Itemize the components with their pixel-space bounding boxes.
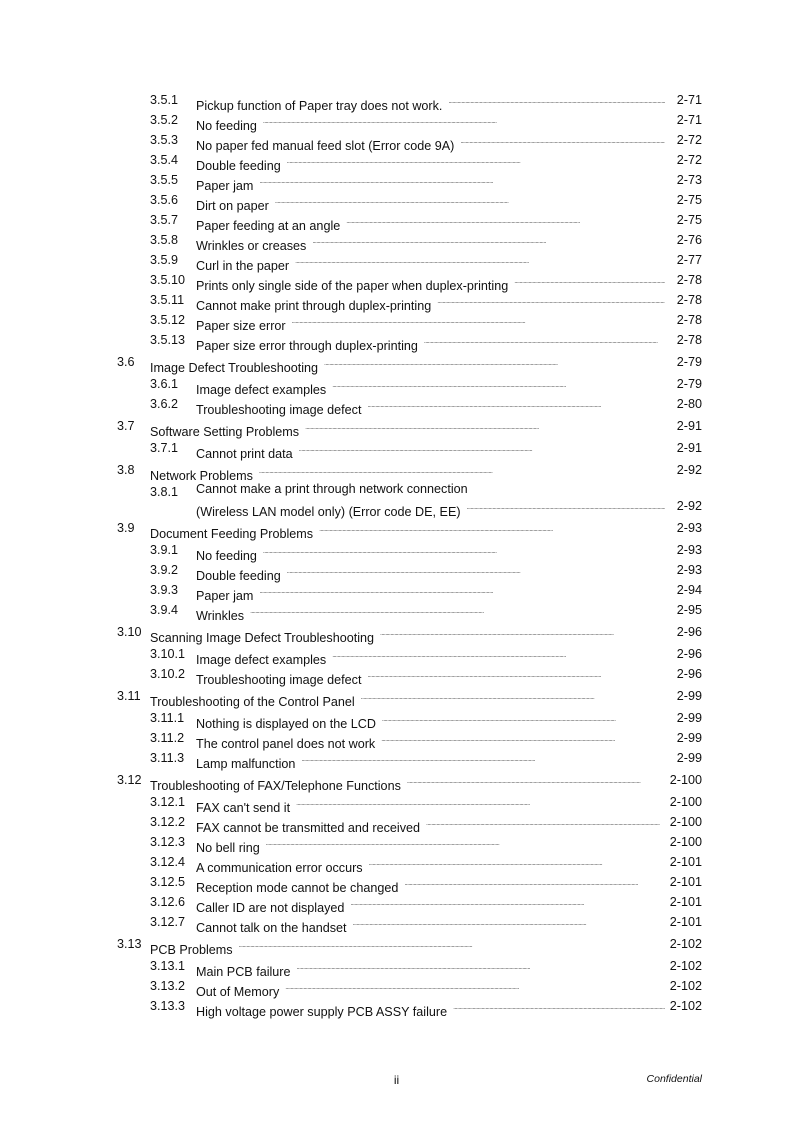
toc-entry-number: 3.5.12 (150, 313, 186, 327)
toc-entry-page: 2-73 (676, 173, 702, 187)
dot-leader (299, 438, 665, 458)
dot-leader (369, 852, 665, 872)
toc-entry-page: 2-101 (669, 895, 702, 909)
toc-entry-number: 3.7 (117, 419, 135, 433)
toc-entry-number: 3.10.1 (150, 647, 186, 661)
dot-leader (324, 352, 665, 372)
dot-leader (407, 770, 665, 790)
toc-entry-title: Lamp malfunction (196, 757, 296, 771)
toc-entry-title: Paper jam (196, 179, 254, 193)
toc-entry-title: Troubleshooting image defect (196, 673, 362, 687)
dot-leader (448, 90, 665, 110)
toc-subsection-entry[interactable] (0, 792, 793, 815)
toc-entry-number: 3.6.2 (150, 397, 179, 411)
toc-entry-page: 2-76 (676, 233, 702, 247)
toc-entry-number: 3.5.13 (150, 333, 186, 347)
toc-entry-title: Paper jam (196, 589, 254, 603)
confidential-label: Confidential (646, 1073, 702, 1085)
toc-entry-number: 3.5.6 (150, 193, 179, 207)
toc-entry-page: 2-92 (676, 499, 702, 513)
toc-entry-number: 3.13.3 (150, 999, 186, 1013)
toc-entry-title: FAX cannot be transmitted and received (196, 821, 421, 835)
toc-entry-page: 2-102 (669, 999, 702, 1013)
toc-entry-title: No feeding (196, 119, 257, 133)
dot-leader (263, 540, 665, 560)
dot-leader (259, 580, 665, 600)
dot-leader (301, 748, 665, 768)
toc-entry-page: 2-77 (676, 253, 702, 267)
dot-leader (460, 130, 665, 150)
dot-leader (312, 230, 665, 250)
toc-entry-page: 2-101 (669, 875, 702, 889)
toc-subsection-entry[interactable] (0, 150, 793, 173)
toc-entry-title: Paper size error through duplex-printing (196, 339, 418, 353)
toc-subsection-entry[interactable] (0, 664, 793, 687)
toc-entry-page: 2-91 (676, 419, 702, 433)
toc-entry-title: Troubleshooting image defect (196, 403, 362, 417)
toc-entry-title: Image defect examples (196, 383, 327, 397)
toc-entry-page: 2-101 (669, 915, 702, 929)
toc-entry-title: Image defect examples (196, 653, 327, 667)
toc-subsection-entry[interactable] (0, 976, 793, 999)
toc-entry-number: 3.5.8 (150, 233, 179, 247)
toc-entry-title: Troubleshooting of FAX/Telephone Functions (150, 779, 401, 793)
toc-entry-title: Cannot talk on the handset (196, 921, 347, 935)
toc-subsection-entry[interactable] (0, 130, 793, 153)
toc-subsection-entry[interactable] (0, 290, 793, 313)
toc-entry-page: 2-79 (676, 377, 702, 391)
toc-entry-number: 3.9.1 (150, 543, 179, 557)
toc-entry-page: 2-79 (676, 355, 702, 369)
toc-entry-title: Wrinkles or creases (196, 239, 307, 253)
toc-entry-number: 3.8 (117, 463, 135, 477)
toc-subsection-entry[interactable] (0, 996, 793, 1019)
toc-entry-title: No feeding (196, 549, 257, 563)
toc-entry-number: 3.9.3 (150, 583, 179, 597)
toc-entry-number: 3.12.7 (150, 915, 186, 929)
toc-subsection-entry[interactable] (0, 644, 793, 667)
toc-subsection-entry[interactable] (0, 170, 793, 193)
toc-entry-page: 2-78 (676, 273, 702, 287)
dot-leader (287, 560, 665, 580)
dot-leader (453, 996, 665, 1016)
toc-entry-title: Main PCB failure (196, 965, 291, 979)
dot-leader (424, 330, 665, 350)
toc-entry-title: Cannot print data (196, 447, 293, 461)
toc-subsection-entry[interactable] (0, 600, 793, 623)
toc-entry-title: No bell ring (196, 841, 260, 855)
toc-entry-number: 3.12.3 (150, 835, 186, 849)
toc-entry-page: 2-96 (676, 625, 702, 639)
toc-entry-title-line1: Cannot make a print through network connection (196, 482, 468, 496)
toc-subsection-entry[interactable] (0, 394, 793, 417)
toc-entry-title: Troubleshooting of the Control Panel (150, 695, 355, 709)
toc-entry-page: 2-80 (676, 397, 702, 411)
dot-leader (297, 956, 666, 976)
toc-entry-page: 2-78 (676, 313, 702, 327)
toc-entry-page: 2-71 (676, 93, 702, 107)
toc-subsection-entry[interactable] (0, 956, 793, 979)
toc-entry-title: Network Problems (150, 469, 253, 483)
toc-subsection-entry[interactable] (0, 748, 793, 771)
toc-entry-title: Prints only single side of the paper when duplex-printing (196, 279, 509, 293)
dot-leader (426, 812, 665, 832)
dot-leader (275, 190, 665, 210)
toc-entry-title: Paper feeding at an angle (196, 219, 341, 233)
toc-entry-number: 3.13.1 (150, 959, 186, 973)
page-number: ii (393, 1073, 400, 1087)
toc-subsection-entry[interactable] (0, 374, 793, 397)
toc-entry-number: 3.9.2 (150, 563, 179, 577)
toc-entry-title: PCB Problems (150, 943, 233, 957)
toc-subsection-entry[interactable] (0, 210, 793, 233)
dot-leader (367, 394, 665, 414)
dot-leader (266, 832, 665, 852)
dot-leader (361, 686, 665, 706)
toc-section-entry[interactable] (0, 934, 793, 957)
toc-entry-number: 3.5.3 (150, 133, 179, 147)
dot-leader (239, 934, 665, 954)
toc-entry-number: 3.10.2 (150, 667, 186, 681)
toc-entry-title: No paper fed manual feed slot (Error code 9A) (196, 139, 455, 153)
toc-entry-title: Document Feeding Problems (150, 527, 314, 541)
dot-leader (350, 892, 665, 912)
toc-entry-page: 2-99 (676, 689, 702, 703)
toc-section-entry[interactable] (0, 352, 793, 375)
dot-leader (332, 644, 665, 664)
toc-subsection-entry[interactable] (0, 872, 793, 895)
toc-entry-number: 3.6.1 (150, 377, 179, 391)
dot-leader (332, 374, 665, 394)
toc-entry-page: 2-96 (676, 667, 702, 681)
dot-leader (367, 664, 665, 684)
toc-entry-title: Double feeding (196, 569, 281, 583)
toc-subsection-entry[interactable] (0, 728, 793, 751)
toc-entry-page: 2-93 (676, 543, 702, 557)
toc-entry-title: Out of Memory (196, 985, 280, 999)
toc-entry-number: 3.5.11 (150, 293, 185, 307)
toc-entry-number: 3.13 (117, 937, 142, 951)
toc-entry-number: 3.9.4 (150, 603, 179, 617)
dot-leader (295, 250, 665, 270)
toc-entry-number: 3.13.2 (150, 979, 186, 993)
toc-entry-number: 3.7.1 (150, 441, 179, 455)
toc-entry-page: 2-100 (669, 795, 702, 809)
toc-section-entry[interactable] (0, 518, 793, 541)
toc-subsection-entry[interactable] (0, 110, 793, 133)
toc-entry-title: Image Defect Troubleshooting (150, 361, 319, 375)
toc-entry-number: 3.11.1 (150, 711, 185, 725)
toc-entry-page: 2-99 (676, 711, 702, 725)
dot-leader (382, 708, 665, 728)
toc-subsection-entry[interactable] (0, 812, 793, 835)
dot-leader (353, 912, 665, 932)
toc-entry-title: Wrinkles (196, 609, 245, 623)
toc-subsection-entry[interactable] (0, 580, 793, 603)
toc-entry-page: 2-100 (669, 835, 702, 849)
table-of-contents (0, 90, 793, 1019)
toc-entry-number: 3.8.1 (150, 485, 179, 499)
toc-subsection-entry[interactable] (0, 708, 793, 731)
toc-entry-title: Paper size error (196, 319, 286, 333)
dot-leader (381, 728, 665, 748)
toc-section-entry[interactable] (0, 770, 793, 793)
toc-entry-number: 3.5.7 (150, 213, 179, 227)
toc-entry-number: 3.12.5 (150, 875, 186, 889)
dot-leader (467, 496, 665, 516)
toc-entry-title: Dirt on paper (196, 199, 269, 213)
toc-entry-title: FAX can't send it (196, 801, 291, 815)
toc-entry-number: 3.12.2 (150, 815, 186, 829)
dot-leader (346, 210, 665, 230)
toc-entry-number: 3.9 (117, 521, 135, 535)
toc-entry-page: 2-91 (676, 441, 702, 455)
toc-entry-page: 2-99 (676, 751, 702, 765)
toc-entry-title: Caller ID are not displayed (196, 901, 345, 915)
toc-entry-title: Pickup function of Paper tray does not work. (196, 99, 443, 113)
toc-entry-title: Scanning Image Defect Troubleshooting (150, 631, 375, 645)
toc-entry-title: A communication error occurs (196, 861, 363, 875)
toc-entry-number: 3.5.2 (150, 113, 179, 127)
toc-entry-page: 2-101 (669, 855, 702, 869)
toc-entry-title: Software Setting Problems (150, 425, 300, 439)
dot-leader (319, 518, 665, 538)
toc-entry-title: Double feeding (196, 159, 281, 173)
toc-subsection-entry[interactable] (0, 250, 793, 273)
toc-subsection-entry[interactable] (0, 330, 793, 353)
dot-leader (514, 270, 665, 290)
toc-entry-page: 2-78 (676, 333, 702, 347)
toc-subsection-entry[interactable] (0, 832, 793, 855)
toc-subsection-entry[interactable] (0, 438, 793, 461)
toc-entry-number: 3.11.3 (150, 751, 185, 765)
toc-entry-page: 2-99 (676, 731, 702, 745)
toc-entry-title: High voltage power supply PCB ASSY failure (196, 1005, 448, 1019)
dot-leader (263, 110, 665, 130)
toc-entry-page: 2-94 (676, 583, 702, 597)
toc-entry-number: 3.12.6 (150, 895, 186, 909)
dot-leader (259, 170, 665, 190)
toc-subsection-entry[interactable] (0, 540, 793, 563)
toc-entry-page: 2-100 (669, 815, 702, 829)
toc-entry-page: 2-95 (676, 603, 702, 617)
toc-entry-number: 3.5.1 (150, 93, 179, 107)
toc-entry-title: Reception mode cannot be changed (196, 881, 399, 895)
dot-leader (259, 460, 665, 480)
toc-subsection-entry[interactable] (0, 310, 793, 333)
dot-leader (380, 622, 665, 642)
dot-leader (292, 310, 665, 330)
toc-entry-number: 3.5.10 (150, 273, 186, 287)
toc-entry-title: The control panel does not work (196, 737, 376, 751)
toc-entry-number: 3.5.9 (150, 253, 179, 267)
toc-entry-number: 3.5.4 (150, 153, 179, 167)
toc-section-entry[interactable] (0, 416, 793, 439)
toc-subsection-entry[interactable] (0, 560, 793, 583)
toc-entry-number: 3.11.2 (150, 731, 185, 745)
toc-entry-page: 2-78 (676, 293, 702, 307)
toc-entry-number: 3.6 (117, 355, 135, 369)
toc-subsection-entry[interactable] (0, 852, 793, 875)
toc-subsection-entry[interactable] (0, 912, 793, 935)
toc-entry-number: 3.10 (117, 625, 142, 639)
toc-entry-page: 2-102 (669, 959, 702, 973)
toc-subsection-entry[interactable] (0, 190, 793, 213)
toc-entry-page: 2-93 (676, 563, 702, 577)
toc-entry-page: 2-75 (676, 193, 702, 207)
toc-entry-title: Curl in the paper (196, 259, 290, 273)
toc-entry-number: 3.11 (117, 689, 141, 703)
toc-entry-page: 2-75 (676, 213, 702, 227)
dot-leader (287, 150, 665, 170)
dot-leader (404, 872, 665, 892)
toc-subsection-entry[interactable] (0, 892, 793, 915)
toc-entry-page: 2-93 (676, 521, 702, 535)
dot-leader (285, 976, 665, 996)
toc-entry-number: 3.5.5 (150, 173, 179, 187)
toc-section-entry[interactable] (0, 460, 793, 483)
toc-entry-page: 2-71 (676, 113, 702, 127)
toc-entry-number: 3.12.4 (150, 855, 186, 869)
toc-entry-page: 2-102 (669, 979, 702, 993)
toc-subsection-entry[interactable] (0, 270, 793, 293)
toc-entry-page: 2-96 (676, 647, 702, 661)
toc-subsection-entry[interactable] (0, 482, 793, 519)
dot-leader (437, 290, 665, 310)
toc-entry-title: (Wireless LAN model only) (Error code DE, EE) (196, 505, 461, 519)
toc-section-entry[interactable] (0, 686, 793, 709)
toc-entry-page: 2-72 (676, 133, 702, 147)
toc-entry-page: 2-100 (669, 773, 702, 787)
toc-entry-number: 3.12 (117, 773, 142, 787)
toc-entry-page: 2-72 (676, 153, 702, 167)
toc-subsection-entry[interactable] (0, 90, 793, 113)
toc-entry-number: 3.12.1 (150, 795, 186, 809)
dot-leader (250, 600, 665, 620)
toc-entry-title: Nothing is displayed on the LCD (196, 717, 376, 731)
toc-entry-page: 2-92 (676, 463, 702, 477)
toc-entry-title: Cannot make print through duplex-printing (196, 299, 432, 313)
toc-section-entry[interactable] (0, 622, 793, 645)
toc-subsection-entry[interactable] (0, 230, 793, 253)
dot-leader (296, 792, 665, 812)
toc-entry-page: 2-102 (669, 937, 702, 951)
dot-leader (305, 416, 665, 436)
